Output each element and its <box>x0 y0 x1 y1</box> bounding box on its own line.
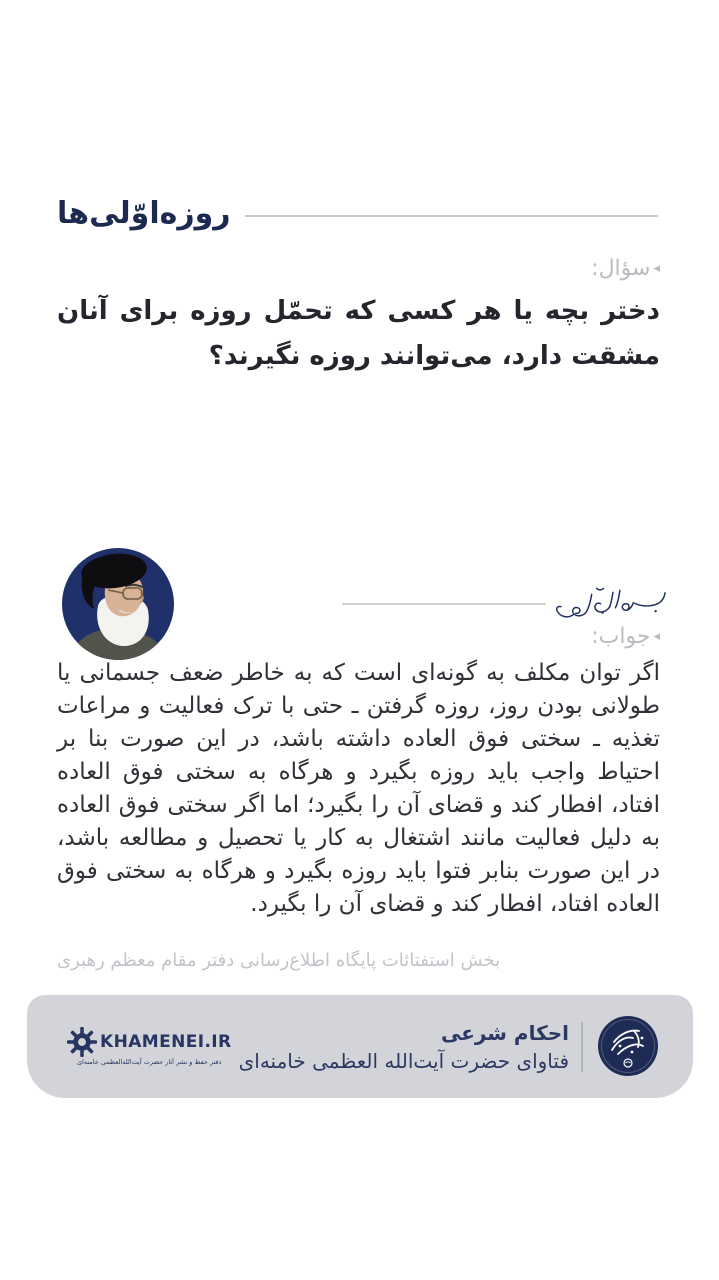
title-divider <box>245 215 658 217</box>
question-text: دختر بچه یا هر کسی که تحمّل روزه برای آنان مشقت دارد، می‌توانند روزه نگیرند؟ <box>57 296 660 371</box>
question-label: سؤال: <box>591 256 651 281</box>
page-title: روزه‌اوّلی‌ها <box>57 196 231 231</box>
answer-text: اگر توان مکلف به گونه‌ای است که به خاطر ضعف جسمانی یا طولانی بودن روز، روزه گرفتن ـ حتی با ترک فعالیت و مراعات تغذیه ـ سختی فوق العاده داشته باشد، در این صورت بنا بر احتیاط واجب باید روزه بگیرد و هرگاه به سختی فوق العاده افتاد، افطار کند و قضای آن را بگیرد؛ اما اگر سختی فوق العاده به دلیل فعالیت مانند اشتغال به کار یا تحصیل و مطالعه باشد، در این صورت بنابر فتوا باید روزه بگیرد و هرگاه به سختی فوق العاده افتاد، افطار کند و قضای آن را بگیرد. <box>57 660 660 917</box>
khamenei-ir-logo <box>67 1027 232 1066</box>
answer-label: جواب: <box>591 624 651 649</box>
answer-label-row <box>57 624 660 649</box>
triangle-marker-icon: ◂ <box>653 628 660 644</box>
footer-divider <box>581 1022 583 1072</box>
footer-heading: احکام شرعی <box>440 1021 569 1045</box>
title-row <box>57 196 658 231</box>
gear-icon <box>67 1027 97 1057</box>
question-label-row <box>57 256 660 281</box>
footer-subheading: فتاوای حضرت آیت‌الله العظمی خامنه‌ای <box>238 1049 569 1073</box>
fiqh-ahkam-seal-icon <box>598 1016 658 1076</box>
question-section <box>57 256 660 379</box>
triangle-marker-icon: ◂ <box>653 260 660 276</box>
answer-section <box>57 624 660 921</box>
brand-tagline: دفتر حفظ و نشر آثار حضرت آیت‌الله‌العظمی خامنه‌ای <box>76 1058 222 1066</box>
footer-bar <box>27 995 693 1098</box>
brand-row <box>67 1027 232 1057</box>
footer-text <box>239 1019 569 1075</box>
signature-divider <box>342 603 546 605</box>
brand-name: KHAMENEI.IR <box>100 1032 232 1052</box>
source-credit: بخش استفتائات پایگاه اطلاع‌رسانی دفتر مقام معظم رهبری <box>57 950 501 971</box>
